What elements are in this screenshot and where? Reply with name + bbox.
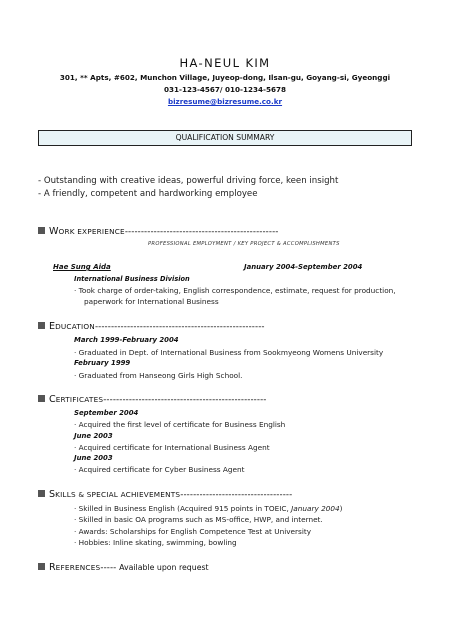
education-detail: · Graduated from Hanseong Girls High School. <box>74 371 243 380</box>
section-bullet-icon <box>38 490 45 497</box>
section-bullet-icon <box>38 227 45 234</box>
certificate-date: September 2004 <box>74 409 139 417</box>
work-period: January 2004-September 2004 <box>244 263 363 271</box>
certificate-detail: · Acquired certificate for Cyber Business Agent <box>74 465 245 474</box>
summary-line: - Outstanding with creative ideas, powerful driving force, keen insight <box>38 176 339 186</box>
section-heading-certificates: CERTIFICATES--------------------------------------------------- <box>38 394 266 405</box>
skill-item: · Awards: Scholarships for English Competence Test at University <box>74 527 312 536</box>
section-bullet-icon <box>38 563 45 570</box>
section-bullet-icon <box>38 322 45 329</box>
skill-item: · Skilled in Business English (Acquired 915 points in TOEIC, January 2004) <box>74 504 343 513</box>
section-heading-work-experience: WORK EXPERIENCE------------------------------------------------ <box>38 226 279 237</box>
work-duty-continued: paperwork for International Business <box>84 297 219 306</box>
work-division: International Business Division <box>74 275 190 283</box>
certificate-date: June 2003 <box>74 432 113 440</box>
skill-item: · Hobbies: Inline skating, swimming, bowling <box>74 538 237 547</box>
education-date: March 1999-February 2004 <box>74 336 179 344</box>
company-name: Hae Sung Aida <box>53 263 111 271</box>
email-link[interactable]: bizresume@bizresume.co.kr <box>167 97 283 106</box>
section-heading-references: REFERENCES----- Available upon request <box>38 562 209 573</box>
skill-item: · Skilled in basic OA programs such as MS-office, HWP, and internet. <box>74 515 323 524</box>
section-bullet-icon <box>38 395 45 402</box>
skill-date: January 2004 <box>291 504 340 513</box>
education-date: February 1999 <box>74 359 131 367</box>
phone-numbers: 031-123-4567/ 010-1234-5678 <box>163 85 287 94</box>
certificate-date: June 2003 <box>74 454 113 462</box>
candidate-name: HA-NEUL KIM <box>179 56 271 70</box>
qualification-summary-heading: QUALIFICATION SUMMARY <box>38 130 412 146</box>
section-heading-skills: SKILLS & SPECIAL ACHIEVEMENTS----------------------------------- <box>38 489 292 500</box>
education-detail: · Graduated in Dept. of International Business from Sookmyeong Womens University <box>74 348 384 357</box>
work-subtitle: PROFESSIONAL EMPLOYMENT / KEY PROJECT & ACCOMPLISHMENTS <box>148 241 340 247</box>
certificate-detail: · Acquired the first level of certificate for Business English <box>74 420 286 429</box>
section-heading-education: EDUCATION----------------------------------------------------- <box>38 321 265 332</box>
certificate-detail: · Acquired certificate for International Business Agent <box>74 443 270 452</box>
summary-line: - A friendly, competent and hardworking employee <box>38 189 258 199</box>
work-duty: · Took charge of order-taking, English correspondence, estimate, request for production, <box>74 286 396 295</box>
references-note: Available upon request <box>119 563 209 572</box>
address: 301, ** Apts, #602, Munchon Village, Juyeop-dong, Ilsan-gu, Goyang-si, Gyeonggi <box>59 73 391 82</box>
